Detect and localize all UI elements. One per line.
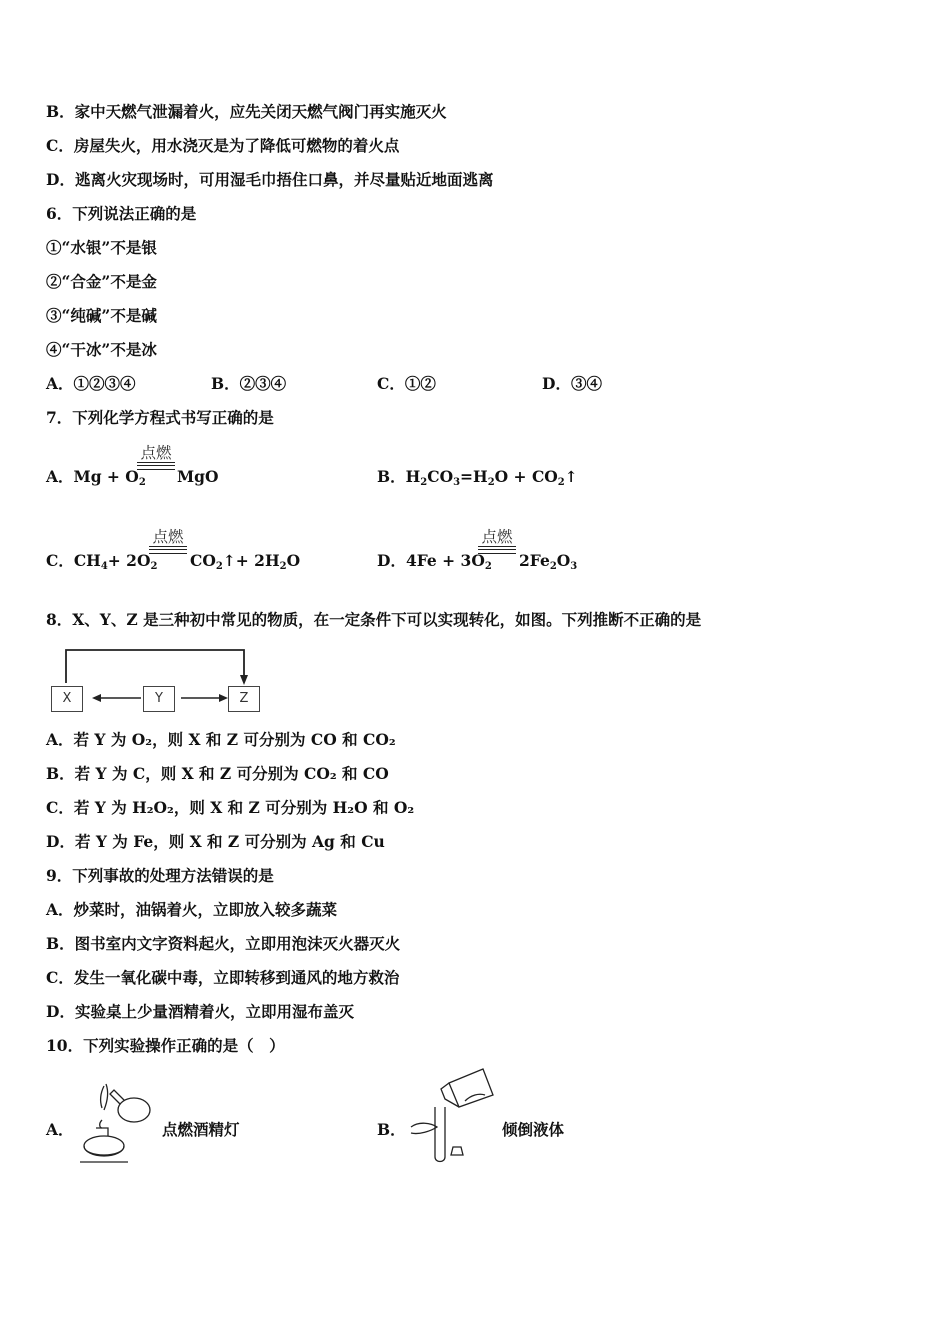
q7-d-right-1: 2Fe (519, 551, 550, 570)
q7-d-right-2: O (556, 551, 571, 570)
q7-c-right-3: O (286, 551, 301, 570)
q9-stem: 9．下列事故的处理方法错误的是 (46, 866, 274, 885)
q7-d-left: 4Fe + 3O (405, 551, 485, 570)
q6-option-c: C．①② (377, 374, 436, 393)
q7-d-right-sub2: 2 (549, 561, 557, 572)
tilted-lamp-body (118, 1098, 150, 1122)
q7-option-c (46, 551, 157, 571)
hand-on-bottle (465, 1094, 485, 1101)
flame-icon (101, 1086, 104, 1108)
alcohol-lamp-lighting-illustration (76, 1080, 158, 1170)
q7-c-label: C． (46, 551, 74, 570)
q6-statement-1: ①“水银”不是银 (46, 238, 157, 257)
q8-option-a: A．若 Y 为 O₂，则 X 和 Z 可分别为 CO 和 CO₂ (46, 730, 396, 749)
q10-option-a-text: 点燃酒精灯 (162, 1120, 240, 1139)
q7-c-right-1: CO (190, 551, 216, 570)
q7-c-right-2: ↑+ 2H (222, 551, 280, 570)
q8-arrow-x-to-z-head (240, 675, 248, 685)
q7-c-left-1: CH (73, 551, 101, 570)
q8-box-z: Z (228, 686, 260, 712)
q7-c-right-sub: 2 (215, 561, 223, 572)
q7-a-equals (137, 462, 175, 470)
q7-c-condition: 点燃 (152, 528, 184, 546)
q8-option-d: D．若 Y 为 Fe，则 X 和 Z 可分别为 Ag 和 Cu (46, 832, 385, 851)
test-tube (435, 1107, 445, 1162)
pouring-liquid-illustration (405, 1065, 500, 1165)
q8-arrow-y-to-z-head (219, 694, 228, 702)
hand-on-tube (411, 1123, 437, 1133)
q7-d-right (519, 551, 577, 571)
flame-icon-2 (104, 1084, 108, 1110)
q10-option-b-text: 倾倒液体 (502, 1120, 565, 1139)
q7-option-b: B．$H_2CO_3=H_2O$ + $CO_2↑$ (377, 467, 578, 488)
q7-option-a (46, 467, 146, 487)
q6-statement-4: ④“干冰”不是冰 (46, 340, 157, 359)
lamp-wick-holder (96, 1128, 108, 1136)
reagent-bottle (449, 1069, 493, 1107)
q5-option-c: C．房屋失火，用水浇灭是为了降低可燃物的着火点 (46, 136, 400, 155)
q7-d-equals (478, 546, 516, 554)
q6-statement-3: ③“纯碱”不是碱 (46, 306, 157, 325)
q7-c-sub4: 4 (100, 561, 108, 572)
q8-box-x: X (51, 686, 83, 712)
q6-option-a: A．①②③④ (46, 374, 136, 393)
q8-arrow-x-to-z-path (66, 650, 244, 683)
q9-option-b: B．图书室内文字资料起火，立即用泡沫灭火器灭火 (46, 934, 401, 953)
q7-a-sub: 2 (138, 477, 146, 488)
q7-d-right-sub3: 3 (570, 561, 578, 572)
q9-option-d: D．实验桌上少量酒精着火，立即用湿布盖灭 (46, 1002, 354, 1021)
q10-stem: 10．下列实验操作正确的是（ ） (46, 1036, 285, 1055)
q6-stem: 6．下列说法正确的是 (46, 204, 197, 223)
q7-b-label: B． (377, 467, 406, 486)
q6-statement-2: ②“合金”不是金 (46, 272, 157, 291)
q9-option-a: A．炒菜时，油锅着火，立即放入较多蔬菜 (46, 900, 338, 919)
q7-c-sub2: 2 (150, 561, 158, 572)
small-flame-icon (100, 1120, 102, 1128)
q7-c-left-2: + 2O (107, 551, 151, 570)
q7-c-equals (149, 546, 187, 554)
q8-arrow-y-to-x-head (92, 694, 101, 702)
q7-d-condition: 点燃 (481, 528, 513, 546)
q7-a-label: A． (46, 467, 74, 486)
q5-option-d: D．逃离火灾现场时，可用湿毛巾捂住口鼻，并尽量贴近地面逃离 (46, 170, 494, 189)
q10-option-a-label: A． (46, 1120, 74, 1139)
q6-option-d: D．③④ (542, 374, 602, 393)
q6-option-b: B．②③④ (211, 374, 287, 393)
bottle-stopper (451, 1147, 463, 1155)
q7-d-sub: 2 (484, 561, 492, 572)
q8-box-y: Y (143, 686, 175, 712)
q7-option-d (377, 551, 492, 571)
q7-c-right (190, 551, 300, 571)
q7-a-left: Mg + O (73, 467, 139, 486)
q5-option-b: B．家中天燃气泄漏着火，应先关闭天燃气阀门再实施灭火 (46, 102, 447, 121)
q8-stem: 8．X、Y、Z 是三种初中常见的物质，在一定条件下可以实现转化，如图。下列推断不正确的是 (46, 610, 702, 629)
q7-stem: 7．下列化学方程式书写正确的是 (46, 408, 274, 427)
q7-a-right: MgO (177, 467, 219, 486)
q7-a-condition: 点燃 (140, 444, 172, 462)
q8-option-c: C．若 Y 为 H₂O₂，则 X 和 Z 可分别为 H₂O 和 O₂ (46, 798, 415, 817)
q8-option-b: B．若 Y 为 C，则 X 和 Z 可分别为 CO₂ 和 CO (46, 764, 389, 783)
q7-c-right-sub-b: 2 (279, 561, 287, 572)
q7-d-label: D． (377, 551, 406, 570)
q10-option-b-label: B． (377, 1120, 406, 1139)
q9-option-c: C．发生一氧化碳中毒，立即转移到通风的地方救治 (46, 968, 400, 987)
